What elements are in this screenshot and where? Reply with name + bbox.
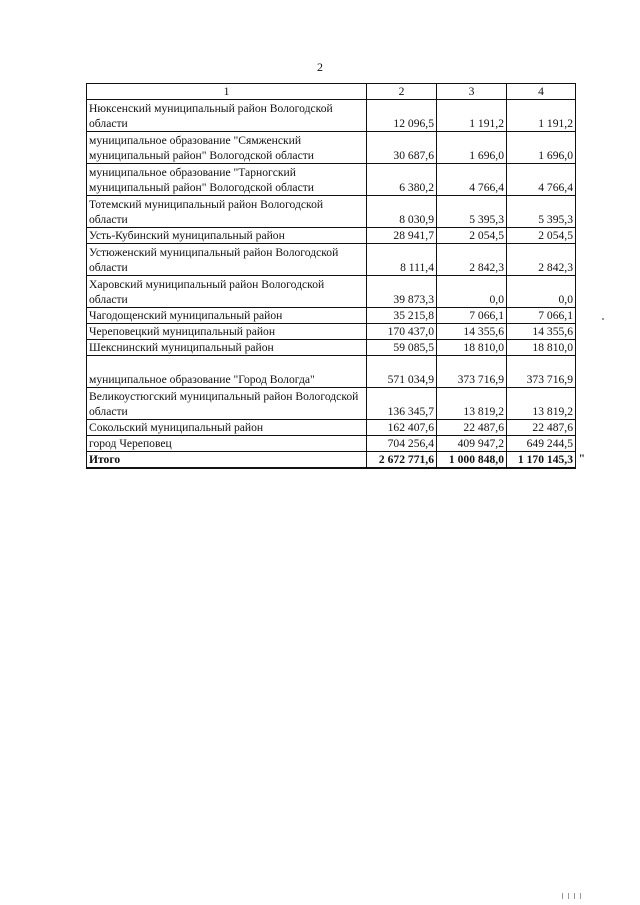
scan-artifact [580,893,581,899]
table-row [87,420,576,436]
row-value-col3: 7 066,1 [437,308,507,324]
row-value-col2: 8 111,4 [367,244,437,276]
total-row [87,452,576,469]
header-cell: 2 [367,84,437,100]
row-value-col3: 13 819,2 [437,388,507,420]
table-row [87,324,576,340]
row-value-col3: 0,0 [437,276,507,308]
table-row [87,340,576,356]
row-name-cell: Усть-Кубинский муниципальный район [87,228,367,244]
row-name-cell: муниципальное образование "Город Вологда" [87,356,367,388]
row-value-col2: 571 034,9 [367,356,437,388]
row-name-cell: Великоустюгский муниципальный район Вологодской области [87,388,367,420]
row-value-col3: 4 766,4 [437,164,507,196]
row-value-col4: 22 487,6 [507,420,576,436]
row-name-cell: Тотемский муниципальный район Вологодской области [87,196,367,228]
row-value-col4: 649 244,5 [507,436,576,452]
table-row [87,164,576,196]
header-cell: 1 [87,84,367,100]
row-value-col3: 2 054,5 [437,228,507,244]
header-cell: 4 [507,84,576,100]
table-row [87,276,576,308]
row-value-col2: 12 096,5 [367,100,437,132]
total-col4-text: 1 170 145,3 [517,453,573,466]
budget-table [86,83,585,469]
row-value-col2: 59 085,5 [367,340,437,356]
scan-artifact [568,893,569,899]
table-row [87,356,576,388]
total-col3 [437,452,507,469]
row-value-col4: 7 066,1 [507,308,576,324]
row-value-col4: 0,0 [507,276,576,308]
row-value-col2: 8 030,9 [367,196,437,228]
row-value-col2: 704 256,4 [367,436,437,452]
row-value-col4: 4 766,4 [507,164,576,196]
row-value-col4: 373 716,9 [507,356,576,388]
row-value-col4: 5 395,3 [507,196,576,228]
row-name-cell: муниципальное образование "Тарногский муниципальный район" Вологодской области [87,164,367,196]
row-value-col2: 28 941,7 [367,228,437,244]
page-number: 2 [317,60,323,74]
table-row [87,308,576,324]
total-col3-text: 1 000 848,0 [448,453,504,466]
table-header-row [87,84,576,100]
row-name-cell: Шекснинский муниципальный район [87,340,367,356]
row-value-col4: 13 819,2 [507,388,576,420]
row-name-cell: Череповецкий муниципальный район [87,324,367,340]
row-value-col2: 162 407,6 [367,420,437,436]
row-value-col3: 22 487,6 [437,420,507,436]
row-name-cell: Чагодощенский муниципальный район [87,308,367,324]
table-row [87,228,576,244]
scan-artifact [602,318,604,320]
row-value-col2: 136 345,7 [367,388,437,420]
scan-artifact [562,893,563,899]
row-value-col4: 2 054,5 [507,228,576,244]
row-value-col2: 6 380,2 [367,164,437,196]
row-value-col2: 39 873,3 [367,276,437,308]
row-name-cell: Сокольский муниципальный район [87,420,367,436]
row-name-cell: Нюксенский муниципальный район Вологодской области [87,100,367,132]
row-value-col3: 18 810,0 [437,340,507,356]
table-row [87,100,576,132]
row-value-col3: 1 191,2 [437,100,507,132]
row-value-col4: 18 810,0 [507,340,576,356]
table-row [87,132,576,164]
row-value-col4: 2 842,3 [507,244,576,276]
total-col4 [507,452,585,469]
row-value-col2: 35 215,8 [367,308,437,324]
row-name-cell: муниципальное образование "Сямженский муниципальный район" Вологодской области [87,132,367,164]
total-label [87,452,367,469]
scan-artifact [574,893,575,899]
table-row [87,196,576,228]
table-row [87,388,576,420]
closing-quote: " [578,452,585,465]
row-value-col3: 5 395,3 [437,196,507,228]
row-name-cell: Устюженский муниципальный район Вологодской области [87,244,367,276]
row-name-cell: город Череповец [87,436,367,452]
row-value-col3: 1 696,0 [437,132,507,164]
total-col2-text: 2 672 771,6 [378,453,434,466]
row-value-col4: 1 191,2 [507,100,576,132]
total-label-text: Итого [89,453,121,466]
row-value-col3: 373 716,9 [437,356,507,388]
table-row [87,436,576,452]
row-value-col3: 14 355,6 [437,324,507,340]
row-value-col2: 170 437,0 [367,324,437,340]
row-value-col2: 30 687,6 [367,132,437,164]
row-value-col4: 1 696,0 [507,132,576,164]
row-name-cell: Харовский муниципальный район Вологодской области [87,276,367,308]
row-value-col4: 14 355,6 [507,324,576,340]
header-cell: 3 [437,84,507,100]
table-row [87,244,576,276]
total-col2 [367,452,437,469]
row-value-col3: 409 947,2 [437,436,507,452]
row-value-col3: 2 842,3 [437,244,507,276]
